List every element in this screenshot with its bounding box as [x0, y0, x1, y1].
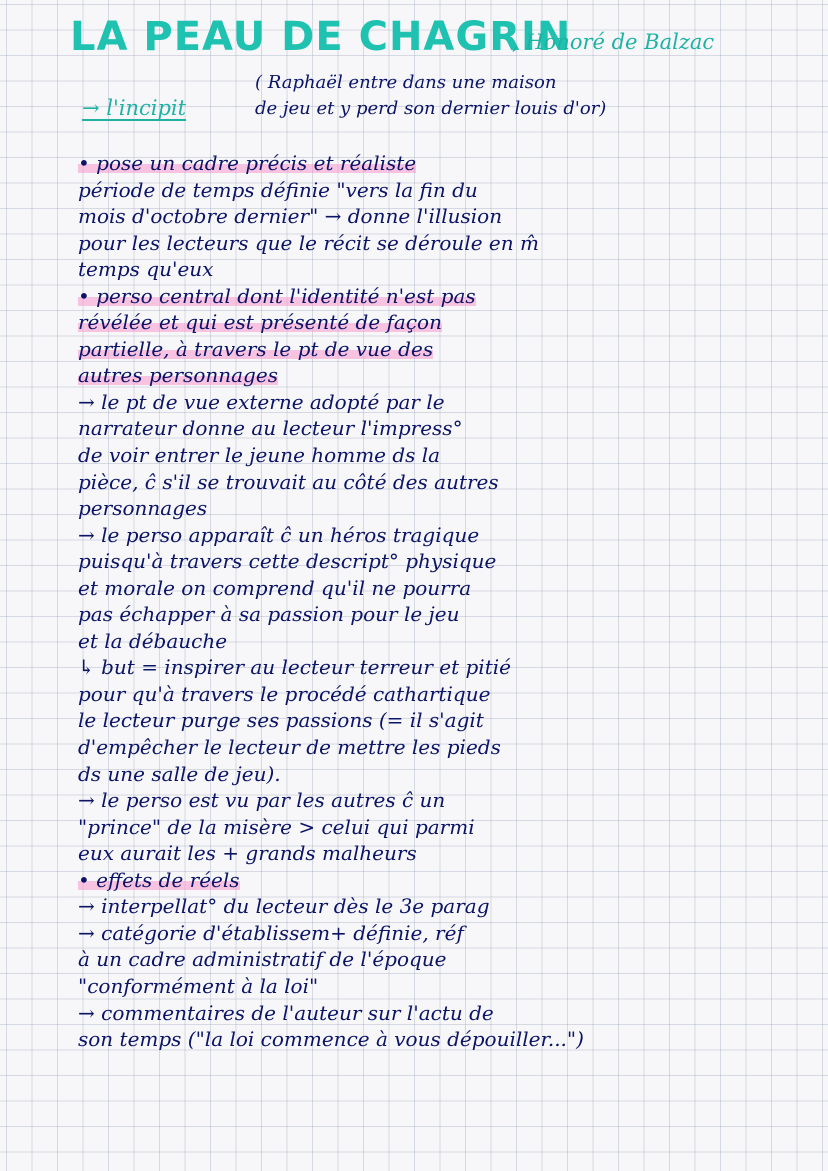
note-line — [78, 946, 798, 973]
note-line — [78, 787, 798, 814]
note-line — [78, 761, 798, 788]
note-line-text: "prince" de la misère > celui qui parmi — [78, 814, 475, 839]
note-line-text: → catégorie d'établissem+ définie, réf — [78, 920, 464, 945]
note-line — [78, 681, 798, 708]
note-line-text: puisqu'à travers cette descript° physique — [78, 549, 497, 574]
note-line — [78, 575, 798, 602]
note-line — [78, 336, 798, 363]
note-line-text: → commentaires de l'auteur sur l'actu de — [78, 1000, 494, 1025]
note-line-text: ↳ but = inspirer au lecteur terreur et pitié — [78, 655, 511, 680]
note-line — [78, 203, 798, 230]
note-line-text: de voir entrer le jeune homme ds la — [78, 443, 441, 468]
note-line — [78, 150, 798, 177]
note-line-text: mois d'octobre dernier" → donne l'illusion — [78, 204, 503, 229]
note-line — [78, 867, 798, 894]
note-line-text: → le pt de vue externe adopté par le — [78, 389, 445, 414]
note-line — [78, 628, 798, 655]
note-line — [78, 707, 798, 734]
note-line-text: son temps ("la loi commence à vous dépouiller...") — [78, 1027, 584, 1052]
note-line — [78, 1026, 798, 1053]
note-line — [78, 256, 798, 283]
note-line-text: et la débauche — [78, 628, 228, 653]
note-line-text: → interpellat° du lecteur dès le 3e parag — [78, 894, 490, 919]
note-line — [78, 654, 798, 681]
note-line-text: temps qu'eux — [78, 257, 214, 282]
note-line-text: partielle, à travers le pt de vue des — [78, 336, 434, 361]
note-line-text: • perso central dont l'identité n'est pas — [78, 283, 476, 308]
note-line-text: d'empêcher le lecteur de mettre les pieds — [78, 735, 501, 760]
note-line — [78, 840, 798, 867]
note-line-text: narrateur donne au lecteur l'impress° — [78, 416, 463, 441]
note-line — [78, 389, 798, 416]
page-title: LA PEAU DE CHAGRIN — [70, 14, 572, 60]
note-line-text: le lecteur purge ses passions (= il s'agit — [78, 708, 484, 733]
context-line: ( Raphaël entre dans une maison — [255, 72, 557, 93]
note-line-text: → le perso est vu par les autres ĉ un — [78, 788, 446, 813]
note-line — [78, 601, 798, 628]
note-line — [78, 177, 798, 204]
note-line-text: "conformément à la loi" — [78, 973, 319, 998]
note-line — [78, 920, 798, 947]
note-line-text: et morale on comprend qu'il ne pourra — [78, 575, 472, 600]
note-line-text: à un cadre administratif de l'époque — [78, 947, 447, 972]
note-line — [78, 814, 798, 841]
note-line-text: personnages — [78, 496, 208, 521]
note-line — [78, 734, 798, 761]
section-label: → l'incipit — [82, 96, 187, 120]
note-line-text: période de temps définie "vers la fin du — [78, 177, 478, 202]
note-line-text: pour les lecteurs que le récit se déroule en m̂ — [78, 230, 539, 255]
context-line: de jeu et y perd son dernier louis d'or) — [255, 98, 607, 119]
note-line-text: pas échapper à sa passion pour le jeu — [78, 602, 460, 627]
note-line-text: pour qu'à travers le procédé cathartique — [78, 681, 491, 706]
note-line-text: autres personnages — [78, 363, 278, 388]
note-line — [78, 973, 798, 1000]
note-line — [78, 442, 798, 469]
note-line-text: révélée et qui est présenté de façon — [78, 310, 442, 335]
note-line — [78, 415, 798, 442]
note-line-text: pièce, ĉ s'il se trouvait au côté des autres — [78, 469, 499, 494]
note-line — [78, 230, 798, 257]
note-line — [78, 309, 798, 336]
notes-body — [78, 150, 798, 1053]
note-line — [78, 362, 798, 389]
note-line-text: • pose un cadre précis et réaliste — [78, 151, 417, 175]
note-line — [78, 283, 798, 310]
note-line — [78, 548, 798, 575]
note-line-text: • effets de réels — [78, 867, 240, 892]
note-line — [78, 1000, 798, 1027]
note-line-text: → le perso apparaît ĉ un héros tragique — [78, 522, 480, 547]
section-context-note — [255, 70, 765, 122]
note-line — [78, 522, 798, 549]
note-line — [78, 495, 798, 522]
note-line-text: eux aurait les + grands malheurs — [78, 841, 417, 866]
author-name: , Honoré de Balzac — [512, 30, 715, 54]
note-line — [78, 469, 798, 496]
note-line — [78, 893, 798, 920]
note-line-text: ds une salle de jeu). — [78, 761, 281, 786]
